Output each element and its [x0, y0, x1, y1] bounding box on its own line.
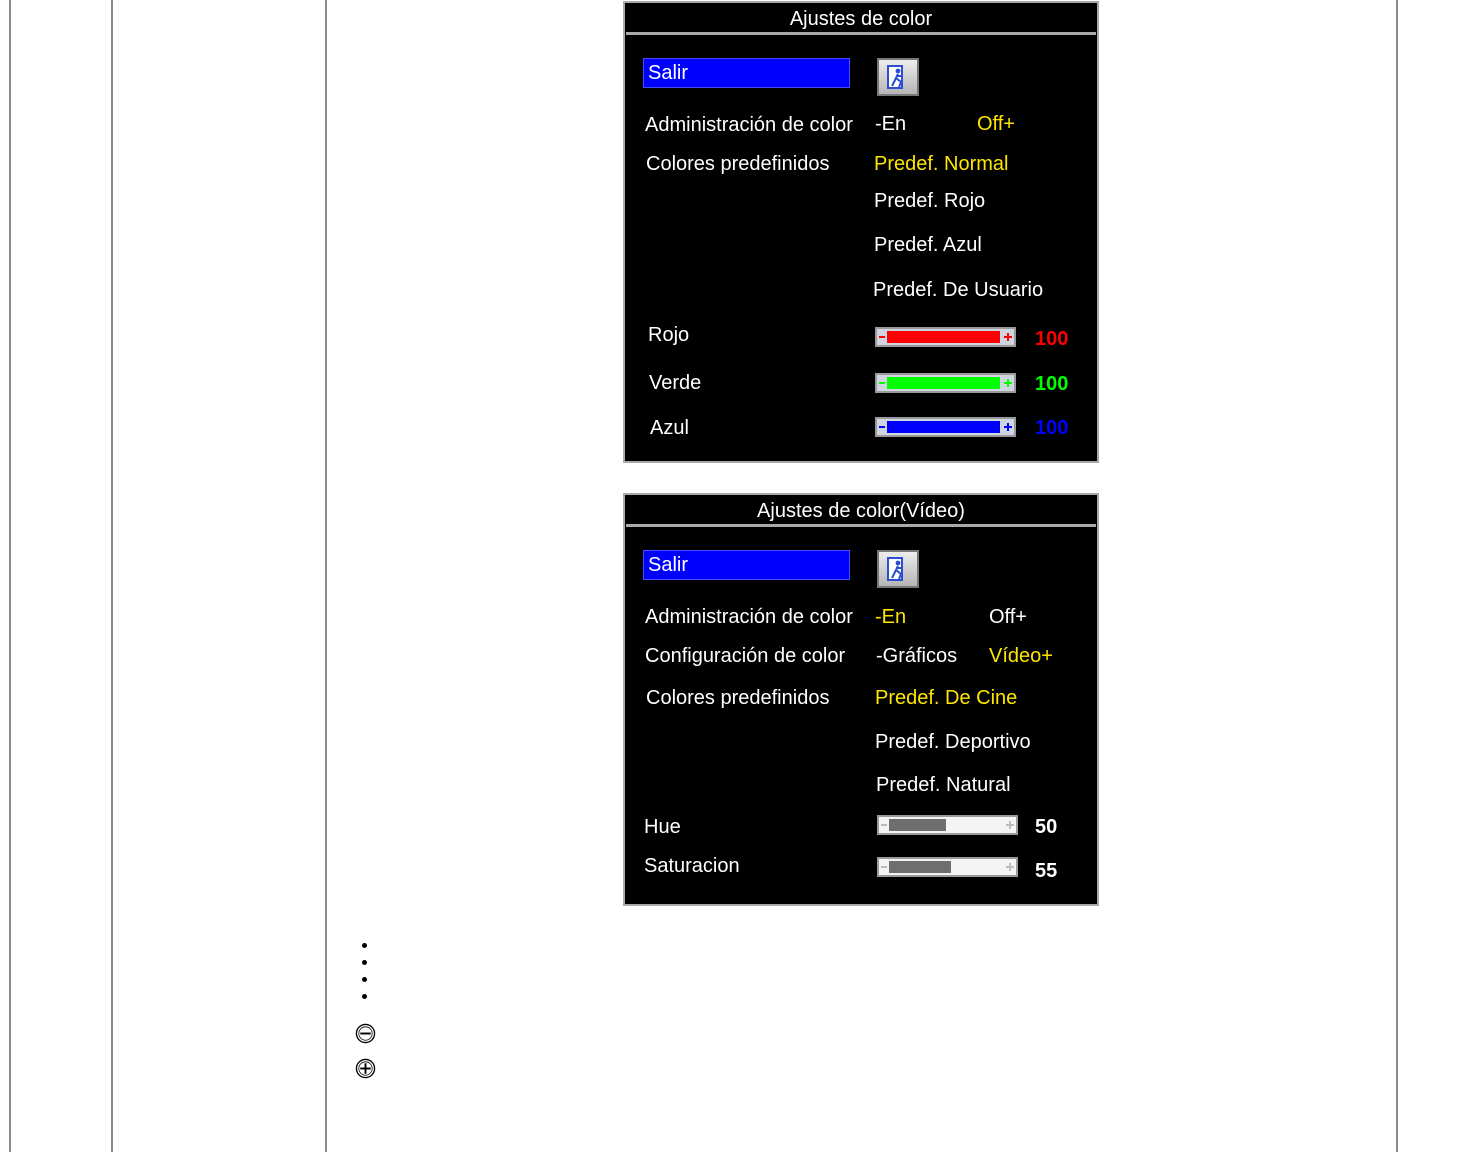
- slider-fill: [887, 331, 1000, 343]
- exit-door-icon[interactable]: [877, 550, 919, 588]
- hue-value: 50: [1035, 816, 1058, 838]
- hue-slider[interactable]: [877, 815, 1018, 835]
- red-value: 100: [1035, 328, 1069, 350]
- osd-title: Ajustes de color: [626, 3, 1096, 35]
- slider-minus-icon: [879, 336, 885, 338]
- slider-label-red: Rojo: [648, 324, 690, 346]
- preset-option[interactable]: Predef. De Usuario: [873, 279, 1044, 301]
- osd-color-settings-video: [623, 493, 1099, 906]
- preset-option[interactable]: Predef. Deportivo: [875, 731, 1031, 753]
- slider-label-green: Verde: [649, 372, 702, 394]
- exit-door-icon[interactable]: [877, 58, 919, 96]
- slider-minus-icon: [879, 382, 885, 384]
- color-mgmt-on[interactable]: -En: [875, 606, 907, 628]
- color-mgmt-label: Administración de color: [645, 114, 853, 136]
- bullet: [362, 960, 367, 965]
- exit-menu-item[interactable]: [643, 550, 850, 580]
- green-slider[interactable]: [875, 373, 1016, 393]
- exit-label: Salir: [648, 62, 689, 84]
- slider-fill: [887, 421, 1000, 433]
- preset-option[interactable]: Predef. Rojo: [874, 190, 986, 212]
- saturation-slider[interactable]: [877, 857, 1018, 877]
- slider-label-blue: Azul: [650, 417, 689, 439]
- plus-circle-icon: [355, 1058, 376, 1079]
- slider-label-saturation: Saturacion: [644, 855, 740, 877]
- bullet: [362, 977, 367, 982]
- presets-label: Colores predefinidos: [646, 687, 830, 709]
- slider-minus-icon: [881, 824, 887, 826]
- slider-fill: [889, 819, 946, 831]
- minus-circle-icon: [355, 1023, 376, 1044]
- color-mgmt-off[interactable]: Off+: [989, 606, 1027, 628]
- osd-color-settings: [623, 1, 1099, 463]
- green-value: 100: [1035, 373, 1069, 395]
- preset-option[interactable]: Predef. Normal: [874, 153, 1009, 175]
- preset-option[interactable]: Predef. Natural: [876, 774, 1011, 796]
- slider-label-hue: Hue: [644, 816, 681, 838]
- bullet-list: [362, 943, 367, 1011]
- blue-value: 100: [1035, 417, 1069, 439]
- slider-fill: [889, 861, 951, 873]
- exit-label: Salir: [648, 554, 689, 576]
- color-mgmt-off[interactable]: Off+: [977, 113, 1015, 135]
- color-config-label: Configuración de color: [645, 645, 846, 667]
- exit-menu-item[interactable]: [643, 58, 850, 88]
- preset-option[interactable]: Predef. Azul: [874, 234, 982, 256]
- blue-slider[interactable]: [875, 417, 1016, 437]
- table-border-col1: [111, 0, 113, 1152]
- preset-option[interactable]: Predef. De Cine: [875, 687, 1018, 709]
- bullet: [362, 994, 367, 999]
- table-border-left: [9, 0, 11, 1152]
- color-mgmt-on[interactable]: -En: [875, 113, 907, 135]
- table-border-col2: [325, 0, 327, 1152]
- color-config-video[interactable]: Vídeo+: [989, 645, 1053, 667]
- slider-fill: [887, 377, 1000, 389]
- table-border-right: [1396, 0, 1398, 1152]
- red-slider[interactable]: [875, 327, 1016, 347]
- color-config-graphics[interactable]: -Gráficos: [876, 645, 958, 667]
- color-mgmt-label: Administración de color: [645, 606, 853, 628]
- slider-minus-icon: [881, 866, 887, 868]
- bullet: [362, 943, 367, 948]
- saturation-value: 55: [1035, 860, 1058, 882]
- presets-label: Colores predefinidos: [646, 153, 830, 175]
- osd-title: Ajustes de color(Vídeo): [626, 495, 1096, 527]
- slider-minus-icon: [879, 426, 885, 428]
